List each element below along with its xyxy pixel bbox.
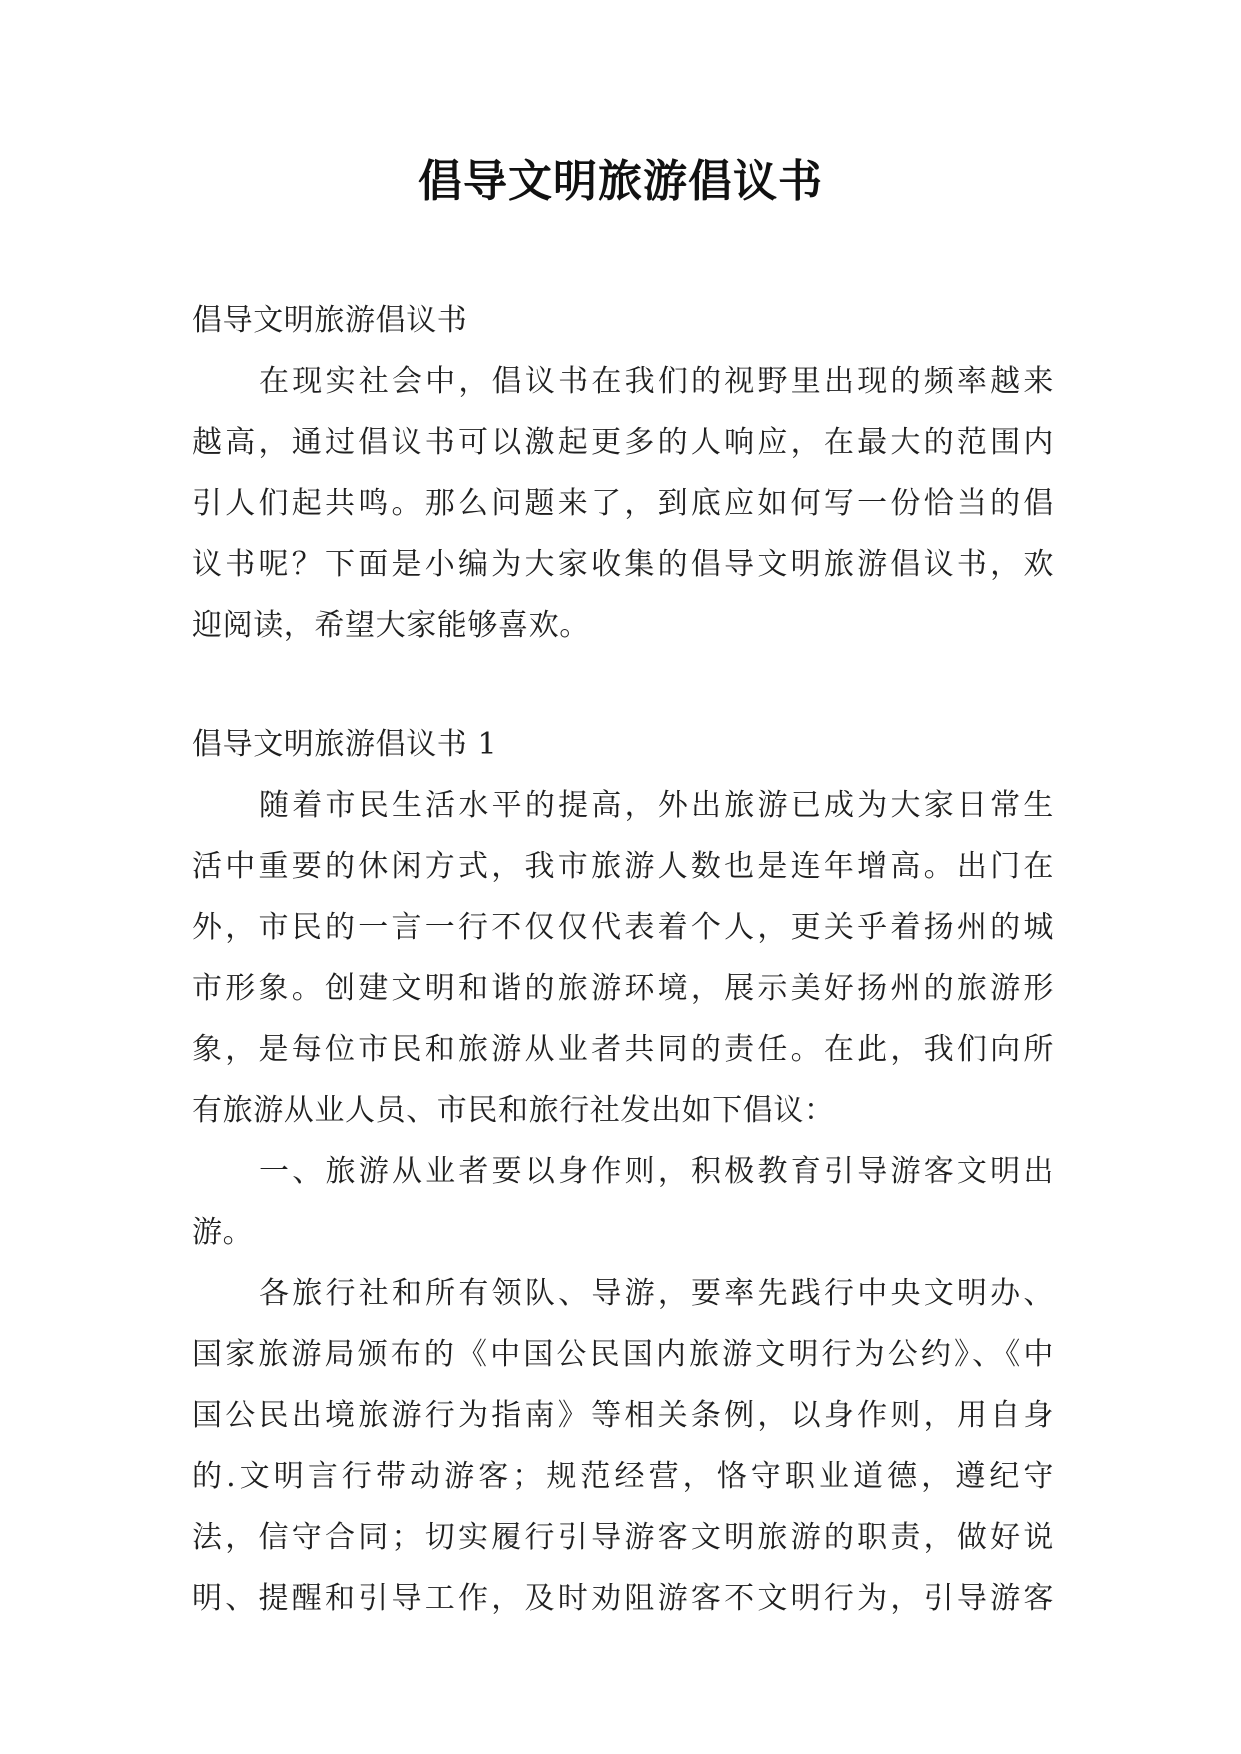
paragraph-line: 有旅游从业人员、市民和旅行社发出如下倡议：	[192, 1093, 835, 1128]
paragraph-line: 在现实社会中，倡议书在我们的视野里出现的频率越来	[259, 364, 1054, 399]
paragraph-line: 越高，通过倡议书可以激起更多的人响应，在最大的范围内	[192, 425, 1054, 460]
paragraph-line: 引人们起共鸣。那么问题来了，到底应如何写一份恰当的倡	[192, 486, 1054, 521]
paragraph-line: 一、旅游从业者要以身作则，积极教育引导游客文明出	[259, 1154, 1054, 1189]
document-title: 倡导文明旅游倡议书	[418, 156, 823, 207]
paragraph-line: 各旅行社和所有领队、导游，要率先践行中央文明办、	[259, 1276, 1054, 1311]
paragraph-line: 国家旅游局颁布的《中国公民国内旅游文明行为公约》、《中	[192, 1337, 1054, 1372]
document-body	[192, 290, 1054, 1629]
section-heading: 倡导文明旅游倡议书 1	[192, 727, 498, 762]
paragraph-line: 市形象。创建文明和谐的旅游环境，展示美好扬州的旅游形	[192, 971, 1054, 1006]
paragraph-line: 游。	[192, 1215, 254, 1250]
paragraph-line: 明、提醒和引导工作，及时劝阻游客不文明行为，引导游客	[192, 1581, 1054, 1616]
paragraph-line: 法，信守合同；切实履行引导游客文明旅游的职责，做好说	[192, 1520, 1054, 1555]
section-spacer	[192, 656, 1054, 714]
paragraph-line: 外，市民的一言一行不仅仅代表着个人，更关乎着扬州的城	[192, 910, 1054, 945]
paragraph-line: 活中重要的休闲方式，我市旅游人数也是连年增高。出门在	[192, 849, 1054, 884]
paragraph-line: 迎阅读，希望大家能够喜欢。	[192, 608, 590, 643]
section-heading: 倡导文明旅游倡议书	[192, 303, 468, 338]
paragraph-line: 的.文明言行带动游客；规范经营，恪守职业道德，遵纪守	[192, 1459, 1054, 1494]
paragraph-line: 象，是每位市民和旅游从业者共同的责任。在此，我们向所	[192, 1032, 1054, 1067]
paragraph-line: 议书呢？下面是小编为大家收集的倡导文明旅游倡议书，欢	[192, 547, 1054, 582]
paragraph-line: 随着市民生活水平的提高，外出旅游已成为大家日常生	[259, 788, 1054, 823]
paragraph-line: 国公民出境旅游行为指南》等相关条例，以身作则，用自身	[192, 1398, 1054, 1433]
